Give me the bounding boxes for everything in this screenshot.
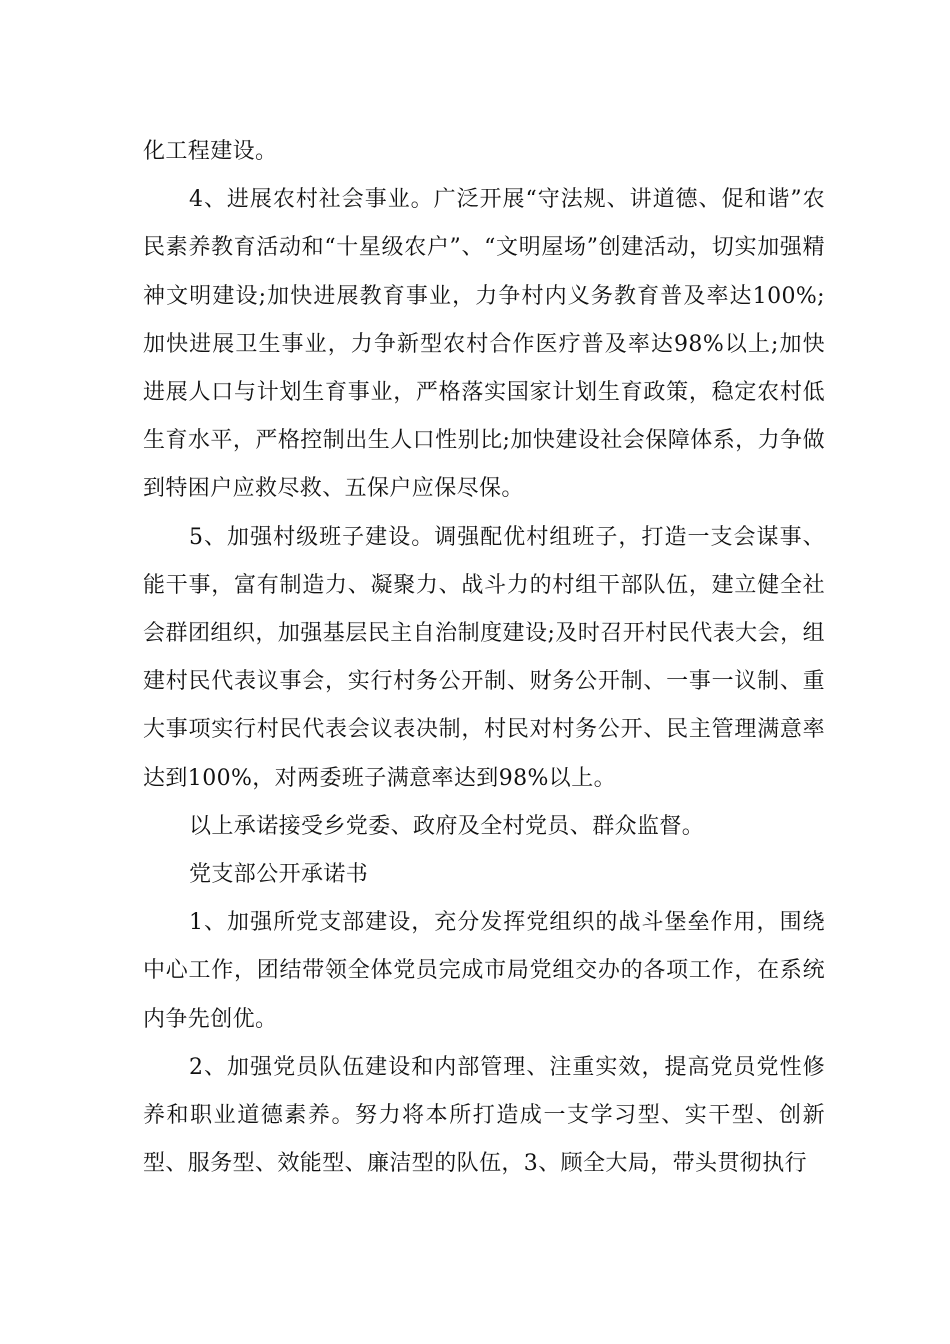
paragraph-item-5: 5、加强村级班子建设。调强配优村组班子，打造一支会谋事、能干事，富有制造力、凝聚力、战斗力的村组干部队伍，建立健全社会群团组织，加强基层民主自治制度建设;及时召开村民代表大会，组建村民代表议事会，实行村务公开制、财务公开制、一事一议制、重大事项实行村民代表会议表决制，村民对村务公开、民主管理满意率达到100%，对两委班子满意率达到98%以上。 xyxy=(143,524,825,791)
paragraph-continuation: 化工程建设。 xyxy=(143,139,278,164)
paragraph-item-4: 4、进展农村社会事业。广泛开展“守法规、讲道德、促和谐”农民素养教育活动和“十星级农户”、“文明屋场”创建活动，切实加强精神文明建设;加快进展教育事业，力争村内义务教育普及率达100%;加快进展卫生事业，力争新型农村合作医疗普及率达98%以上;加快进展人口与计划生育事业，严格落实国家计划生育政策，稳定农村低生育水平，严格控制出生人口性别比;加快建设社会保障体系，力争做到特困户应救尽救、五保户应保尽保。 xyxy=(143,187,825,502)
paragraph-item-1: 1、加强所党支部建设，充分发挥党组织的战斗堡垒作用，围绕中心工作，团结带领全体党员完成市局党组交办的各项工作，在系统内争先创优。 xyxy=(143,910,825,1032)
section-heading: 党支部公开承诺书 xyxy=(189,862,369,888)
paragraph-item-2: 2、加强党员队伍建设和内部管理、注重实效，提高党员党性修养和职业道德素养。努力将本所打造成一支学习型、实干型、创新型、服务型、效能型、廉洁型的队伍，3、顾全大局，带头贯彻执行 xyxy=(143,1054,825,1177)
document-body xyxy=(143,128,825,1188)
paragraph-supervision: 以上承诺接受乡党委、政府及全村党员、群众监督。 xyxy=(189,813,705,839)
